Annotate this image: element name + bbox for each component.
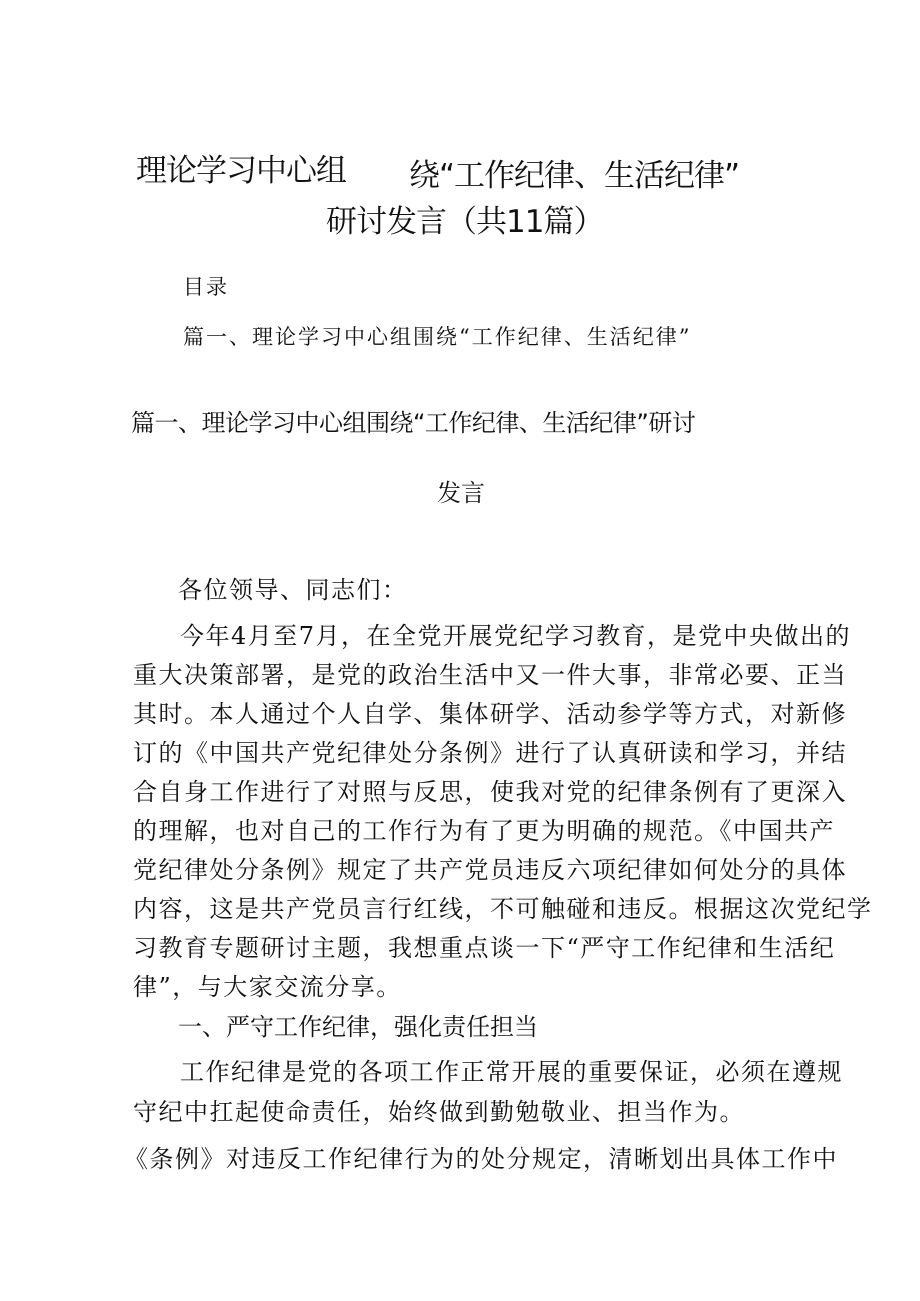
paragraph1-line: 党纪律处分条例》规定了共产党员违反六项纪律如何处分的具体 bbox=[133, 856, 847, 884]
paragraph1-line: 重大决策部署，是党的政治生活中又一件大事，非常必要、正当 bbox=[133, 661, 847, 689]
document-title-part1: 理论学习中心组 bbox=[136, 153, 346, 189]
document-title-part2: 绕“工作纪律、生活纪律” bbox=[409, 158, 740, 194]
paragraph1-line: 订的《中国共产党纪律处分条例》进行了认真研读和学习，并结 bbox=[133, 739, 847, 767]
paragraph1-line: 律”，与大家交流分享。 bbox=[133, 973, 402, 1001]
paragraph2-line: 工作纪律是党的各项工作正常开展的重要保证，必须在遵规 bbox=[180, 1058, 843, 1086]
section-title-line2: 发言 bbox=[437, 479, 485, 507]
subsection-heading-1: 一、严守工作纪律，强化责任担当 bbox=[178, 1013, 538, 1041]
paragraph1-line: 的理解，也对自己的工作行为有了更为明确的规范。《中国共产 bbox=[133, 817, 835, 845]
document-title-line2: 研讨发言（共11篇） bbox=[326, 204, 604, 240]
salutation: 各位领导、同志们： bbox=[178, 576, 408, 604]
paragraph2-line: 守纪中扛起使命责任，始终做到勤勉敬业、担当作为。 bbox=[133, 1098, 745, 1126]
paragraph2-line: 《条例》对违反工作纪律行为的处分规定，清晰划出具体工作中 bbox=[124, 1145, 838, 1173]
section-title-line1: 篇一、理论学习中心组围绕“工作纪律、生活纪律”研讨 bbox=[131, 409, 696, 437]
paragraph1-line: 习教育专题研讨主题，我想重点谈一下“严守工作纪律和生活纪 bbox=[133, 934, 836, 962]
toc-heading: 目录 bbox=[183, 275, 229, 299]
paragraph1-line: 内容，这是共产党员言行红线，不可触碰和违反。根据这次党纪学 bbox=[133, 895, 873, 923]
paragraph1-line: 今年4月至7月，在全党开展党纪学习教育，是党中央做出的 bbox=[180, 622, 852, 650]
paragraph1-line: 合自身工作进行了对照与反思，使我对党的纪律条例有了更深入 bbox=[133, 778, 847, 806]
toc-item-1[interactable]: 篇一、理论学习中心组围绕“工作纪律、生活纪律” bbox=[183, 325, 692, 349]
paragraph1-line: 其时。本人通过个人自学、集体研学、活动参学等方式，对新修 bbox=[133, 700, 847, 728]
